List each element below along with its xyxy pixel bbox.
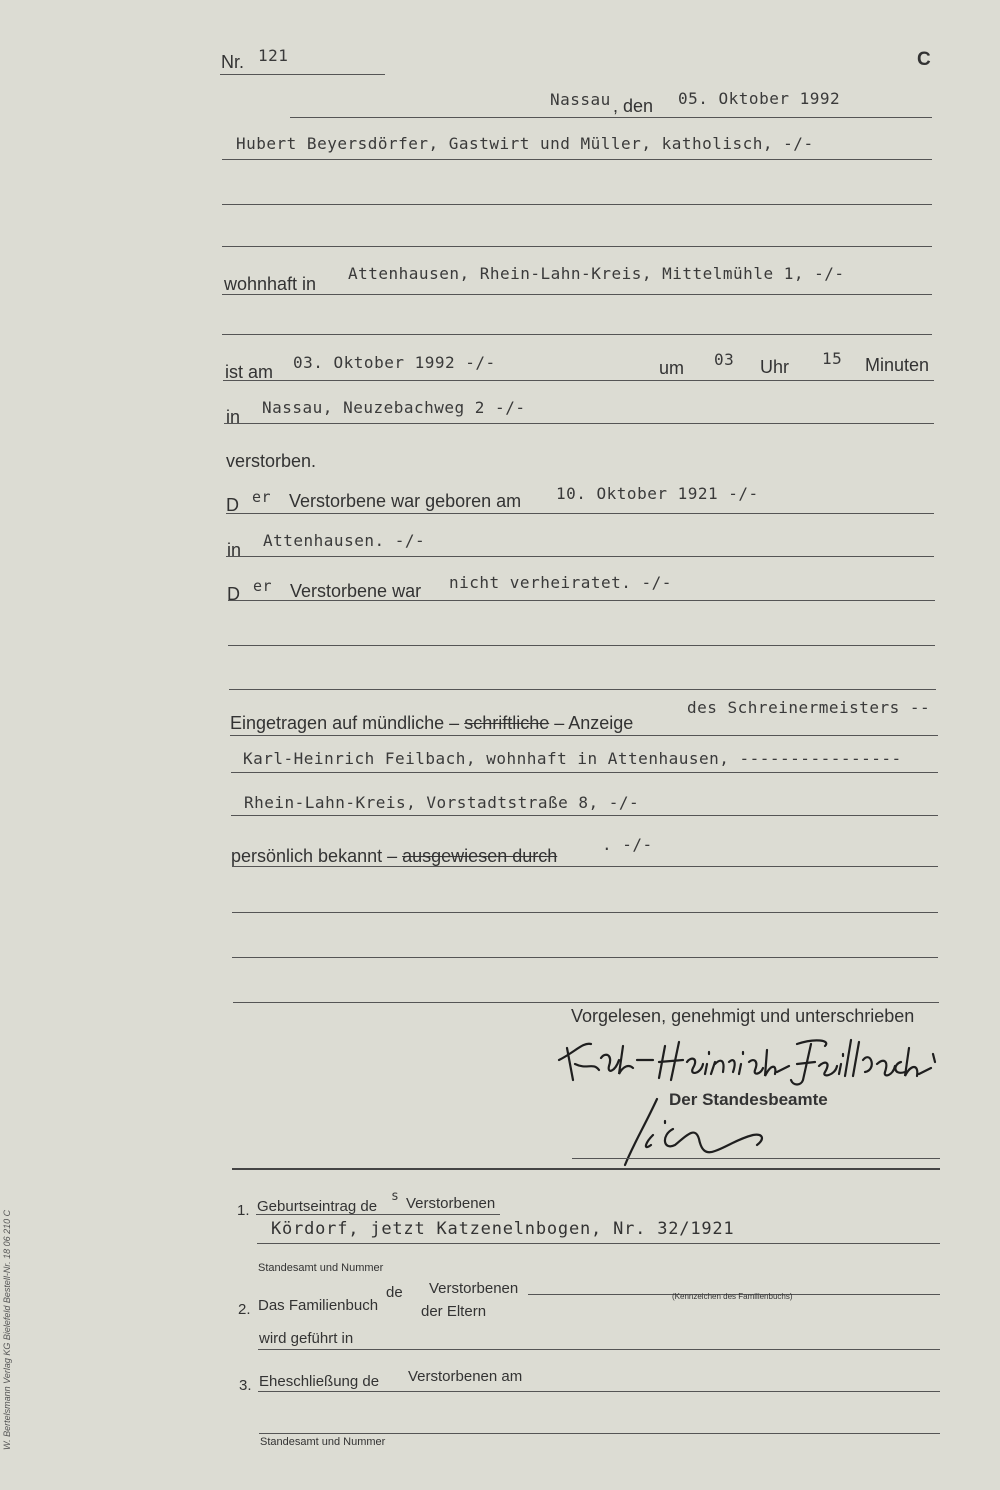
registration-label-end: – Anzeige [554, 713, 634, 733]
informant-line-3: Rhein-Lahn-Kreis, Vorstadtstraße 8, -/- [244, 793, 640, 812]
person-underline-2 [222, 204, 932, 205]
identity-label-group [231, 846, 557, 867]
footer-item1-underline [257, 1243, 940, 1244]
registrar-label: Der Standesbeamte [669, 1090, 828, 1109]
identity-underline-2 [232, 912, 938, 913]
marital-underline-1 [228, 600, 935, 601]
birth-d-label: D [226, 495, 239, 515]
date-underline [290, 117, 932, 118]
birth-date-underline [226, 513, 934, 514]
read-approved-label: Vorgelesen, genehmigt und unterschrieben [571, 1006, 915, 1026]
footer-item2-label: Das Familienbuch [258, 1297, 379, 1314]
birth-in-label: in [227, 540, 242, 560]
residence-underline-2 [222, 334, 932, 335]
footer-item1-value: Kördorf, jetzt Katzenelnbogen, Nr. 32/1921 [271, 1219, 735, 1239]
place-value: Nassau [550, 90, 611, 109]
registration-label-strike: schriftliche [464, 713, 550, 733]
publisher-imprint: W. Bertelsmann Verlag KG Bielefeld Bestell-Nr. 18 06 210 C [2, 1209, 12, 1450]
footer-item3-underline-2 [259, 1433, 940, 1434]
birth-er-suffix: er [252, 488, 272, 506]
marital-underline-2 [228, 645, 935, 646]
residence-label: wohnhaft in [224, 274, 317, 294]
death-date-value: 03. Oktober 1992 -/- [293, 353, 496, 372]
minuten-label: Minuten [865, 355, 930, 375]
form-letter: C [917, 49, 931, 70]
footer-item1-sublabel: Standesamt und Nummer [258, 1262, 384, 1274]
footer-item2-underline [258, 1349, 940, 1350]
informant-line-2: Karl-Heinrich Feilbach, wohnhaft in Attenhausen, ---------------- [243, 749, 902, 768]
nr-label: Nr. [221, 52, 245, 72]
marital-er-suffix: er [253, 577, 273, 595]
footer-item1-number: 1. [237, 1202, 250, 1219]
birth-place-value: Attenhausen. -/- [263, 531, 426, 550]
registrar-signature-line [572, 1158, 940, 1159]
footer-item2-label2: wird geführt in [259, 1330, 354, 1347]
person-underline-1 [222, 159, 932, 160]
identity-underline-1 [232, 866, 938, 867]
date-value: 05. Oktober 1992 [678, 89, 841, 108]
identity-underline-3 [232, 957, 938, 958]
footer-item2-option-deceased: Verstorbenen [429, 1280, 519, 1297]
person-line: Hubert Beyersdörfer, Gastwirt und Müller, katholisch, -/- [236, 134, 814, 153]
death-in-label: in [226, 407, 241, 427]
footer-item1-label2: Verstorbenen [406, 1195, 496, 1212]
informant-line-1: des Schreinermeisters -- [687, 698, 931, 717]
person-underline-3 [222, 246, 932, 247]
footer-item2-option-parents: der Eltern [421, 1303, 487, 1320]
identity-label: persönlich bekannt – [231, 846, 398, 866]
birth-date-value: 10. Oktober 1921 -/- [556, 484, 759, 503]
registration-underline-3 [231, 815, 938, 816]
death-hour-value: 03 [714, 350, 735, 369]
verstorben-label: verstorben. [226, 451, 317, 471]
death-place-underline [224, 423, 934, 424]
footer-item2-number: 2. [238, 1301, 251, 1318]
nr-underline [220, 74, 385, 75]
footer-item1-label: Geburtseintrag de [257, 1198, 378, 1215]
footer-item3-label: Eheschließung de [259, 1373, 380, 1390]
nr-value: 121 [258, 46, 289, 65]
footer-item1-underline-short [256, 1214, 500, 1215]
death-date-underline [223, 380, 934, 381]
uhr-label: Uhr [760, 357, 790, 377]
death-minutes-value: 15 [822, 349, 843, 368]
residence-underline-1 [222, 294, 932, 295]
informant-signature [553, 1030, 958, 1092]
identity-strike: ausgewiesen durch [402, 846, 558, 866]
birth-place-underline [226, 556, 934, 557]
footer-item3-sublabel: Standesamt und Nummer [260, 1436, 386, 1448]
residence-value: Attenhausen, Rhein-Lahn-Kreis, Mittelmühle 1, -/- [348, 264, 845, 283]
marital-label: Verstorbene war [290, 581, 422, 601]
footer-item3-number: 3. [239, 1377, 252, 1394]
death-place-value: Nassau, Neuzebachweg 2 -/- [262, 398, 526, 417]
ist-am-label: ist am [225, 362, 274, 382]
footer-item1-suffix: s [391, 1189, 400, 1204]
footer-item2-kennzeichen: (Kennzeichen des Familienbuchs) [672, 1292, 793, 1301]
footer-item3-label2: Verstorbenen am [408, 1368, 523, 1385]
identity-value: . -/- [602, 835, 653, 854]
birth-label: Verstorbene war geboren am [289, 491, 522, 511]
registration-underline-1 [230, 735, 938, 736]
marital-underline-3 [229, 689, 936, 690]
footer-divider [232, 1168, 940, 1170]
marital-value: nicht verheiratet. -/- [449, 573, 672, 592]
um-label: um [659, 358, 685, 378]
marital-d-label: D [227, 584, 240, 604]
identity-underline-4 [233, 1002, 939, 1003]
footer-item2-de: de [386, 1284, 403, 1301]
den-label: , den [613, 96, 654, 116]
registration-label [230, 713, 633, 734]
registration-underline-2 [231, 772, 938, 773]
footer-item3-underline-1 [258, 1391, 940, 1392]
registration-label-start: Eingetragen auf mündliche – [230, 713, 460, 733]
